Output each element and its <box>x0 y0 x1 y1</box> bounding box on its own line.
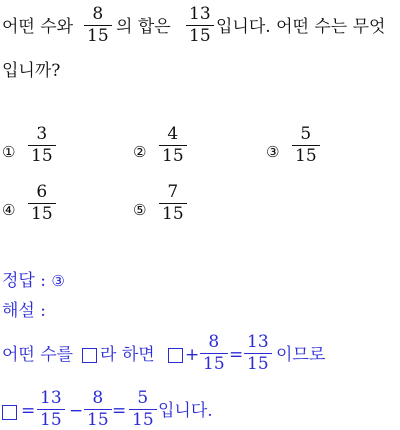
fraction-denominator: 15 <box>87 26 109 47</box>
explanation-text-2: 라 하면 <box>100 345 155 365</box>
explanation-fraction-d <box>84 389 112 429</box>
question-fraction-1 <box>84 5 112 45</box>
fraction-numerator: 6 <box>36 182 48 202</box>
option-marker: ② <box>133 143 147 161</box>
fraction-denominator: 15 <box>162 146 184 167</box>
explanation-fraction-b <box>244 333 272 373</box>
fraction-numerator: 8 <box>208 332 220 352</box>
explanation-fraction-e <box>129 389 157 429</box>
unknown-box <box>82 346 97 365</box>
fraction-numerator: 13 <box>189 4 211 24</box>
minus-sign: − <box>69 401 84 421</box>
fraction-numerator: 8 <box>92 4 104 24</box>
explanation-label: 해설 : <box>2 301 46 321</box>
option-marker: ④ <box>2 201 16 219</box>
equals-sign: = <box>112 401 127 421</box>
fraction-denominator: 15 <box>247 354 269 375</box>
question-fraction-2 <box>186 5 214 45</box>
question-text-3: 입니다. 어떤 수는 무엇 <box>216 17 386 37</box>
equals-sign: = <box>21 401 36 421</box>
fraction-numerator: 13 <box>40 388 62 408</box>
fraction-numerator: 5 <box>300 124 312 144</box>
explanation-text-3: 이므로 <box>276 345 326 365</box>
fraction-numerator: 5 <box>137 388 149 408</box>
option-fraction <box>159 183 187 223</box>
answer-value: ③ <box>51 272 65 290</box>
answer-label: 정답 : <box>2 271 52 291</box>
explanation-text-4: 입니다. <box>158 401 213 421</box>
fraction-denominator: 15 <box>40 410 62 430</box>
explanation-fraction-c <box>37 389 65 429</box>
option-fraction <box>28 183 56 223</box>
option-marker: ③ <box>266 143 280 161</box>
fraction-denominator: 15 <box>203 354 225 375</box>
fraction-numerator: 7 <box>167 182 179 202</box>
plus-sign: + <box>185 345 200 365</box>
option-marker: ① <box>2 143 16 161</box>
fraction-numerator: 13 <box>247 332 269 352</box>
unknown-box <box>168 346 183 365</box>
explanation-fraction-a <box>200 333 228 373</box>
fraction-denominator: 15 <box>87 410 109 430</box>
fraction-denominator: 15 <box>162 204 184 225</box>
fraction-denominator: 15 <box>295 146 317 167</box>
question-text-2: 의 합은 <box>116 17 171 37</box>
fraction-denominator: 15 <box>31 204 53 225</box>
fraction-numerator: 3 <box>36 124 48 144</box>
question-text-4: 입니까? <box>2 61 61 81</box>
fraction-denominator: 15 <box>132 410 154 430</box>
option-fraction <box>159 125 187 165</box>
fraction-numerator: 4 <box>167 124 179 144</box>
fraction-denominator: 15 <box>189 26 211 47</box>
option-fraction <box>292 125 320 165</box>
answer-line <box>2 271 65 291</box>
fraction-numerator: 8 <box>92 388 104 408</box>
option-marker: ⑤ <box>133 201 147 219</box>
explanation-text-1: 어떤 수를 <box>2 345 74 365</box>
unknown-box <box>2 403 17 422</box>
question-text-1: 어떤 수와 <box>2 17 74 37</box>
equals-sign: = <box>229 345 244 365</box>
option-fraction <box>28 125 56 165</box>
fraction-denominator: 15 <box>31 146 53 167</box>
